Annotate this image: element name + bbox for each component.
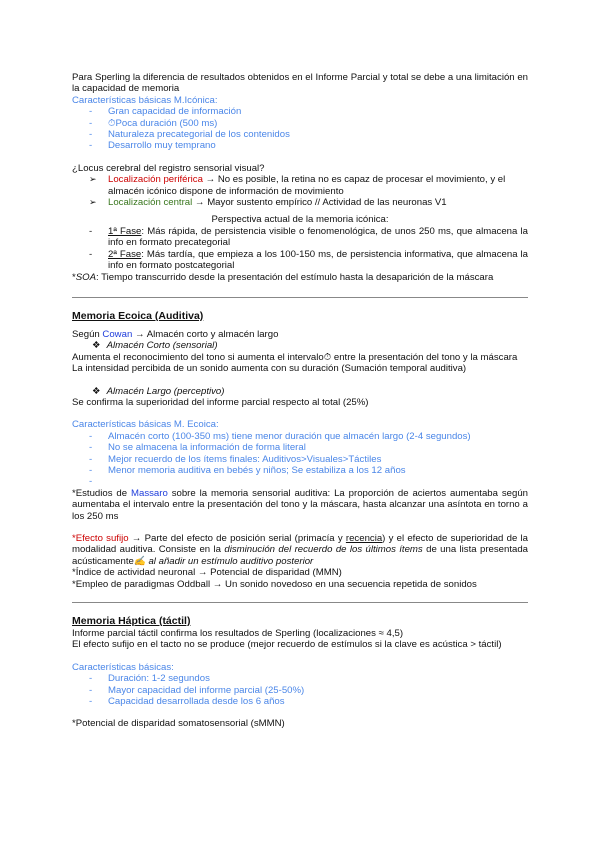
document-page [72, 72, 528, 730]
cowan-line: Según Cowan → Almacén corto y almacén largo [72, 328, 279, 340]
massaro-paragraph: *Estudios de Massaro sobre la memoria sensorial auditiva: La proporción de aciertos aumentaba según aumentaba el intervalo entre la presentación del tono y la máscara, hasta alcanzar una asíntota en torno a los 250 ms [72, 487, 528, 522]
short-store-paragraph: Aumenta el reconocimiento del tono si aumenta el intervalo⏱ entre la presentación del tono y la máscara [72, 351, 518, 363]
arrow-bullet-icon: ➢ [89, 197, 97, 208]
list-item: - Duración: 1-2 segundos [89, 673, 210, 685]
long-store-paragraph: Se confirma la superioridad del informe parcial respecto al total (25%) [72, 396, 369, 408]
list-item: - 2ª Fase: Más tardía, que empieza a los 100-150 ms, de persistencia informativa, que almacena la info en formato postcategorial [89, 248, 528, 272]
echoic-characteristics-title: Características básicas M. Ecoica: [72, 419, 219, 431]
list-item: - [89, 476, 93, 488]
echoic-characteristics-list [72, 431, 528, 488]
ecoica-heading: Memoria Ecoica (Auditiva) [72, 309, 204, 322]
locus-question: ¿Locus cerebral del registro sensorial visual? [72, 162, 265, 174]
mmn-note: *Índice de actividad neuronal → Potencial de disparidad (MMN) [72, 567, 342, 579]
list-item: - Desarrollo muy temprano [89, 140, 216, 152]
list-item: - Almacén corto (100-350 ms) tiene menor duración que almacén largo (2-4 segundos) [89, 430, 471, 442]
iconic-characteristics-list [72, 106, 528, 152]
locus-list [72, 174, 528, 208]
list-item: - 1ª Fase: Más rápida, de persistencia visible o fenomenológica, de unos 250 ms, que almacena la info en formato precategorial [89, 225, 528, 249]
list-item: - ⏱Poca duración (500 ms) [89, 117, 218, 129]
oddball-note: *Empleo de paradigmas Oddball → Un sonido novedoso en una secuencia repetida de sonidos [72, 578, 477, 590]
list-item: ➢ Localización central → Mayor sustento empírico // Actividad de las neuronas V1 [89, 197, 447, 209]
list-item: - Mayor capacidad del informe parcial (25-50%) [89, 684, 305, 696]
list-item: - Mejor recuerdo de los ítems finales: Auditivos>Visuales>Táctiles [89, 453, 382, 465]
haptic-characteristics-title: Características básicas: [72, 661, 174, 673]
soa-note: *SOA: Tiempo transcurrido desde la presentación del estímulo hasta la desaparición de la máscara [72, 271, 494, 283]
diamond-bullet-icon: ❖ [92, 340, 101, 352]
suffix-effect-paragraph: *Efecto sufijo → Parte del efecto de posición serial (primacía y recencia) y el efecto de superioridad de la modalidad auditiva. Consiste en la disminución del recuerdo de los últimos ítems de una lista presentada acústicamente✍ al añadir un estímulo auditivo posterior [72, 533, 528, 567]
list-item: - Menor memoria auditiva en bebés y niños; Se estabiliza a los 12 años [89, 464, 406, 476]
intro-paragraph: Para Sperling la diferencia de resultados obtenidos en el Informe Parcial y total se debe a una limitación en la capacidad de memoria [72, 72, 528, 95]
short-store-title: ❖ Almacén Corto (sensorial) [92, 340, 218, 352]
diamond-bullet-icon: ❖ [92, 385, 101, 397]
list-item: - No se almacena la información de forma literal [89, 442, 306, 454]
long-store-title: ❖ Almacén Largo (perceptivo) [92, 385, 225, 397]
list-item: ➢ Localización periférica → No es posible, la retina no es capaz de procesar el movimiento, y el almacén icónico dispone de información de movimiento [89, 174, 506, 197]
list-item: - Capacidad desarrollada desde los 6 años [89, 696, 285, 708]
perspective-title: Perspectiva actual de la memoria icónica: [211, 214, 389, 226]
haptic-paragraph: Informe parcial táctil confirma los resultados de Sperling (localizaciones ≈ 4,5) [72, 628, 404, 640]
short-store-paragraph-2: La intensidad percibida de un sonido aumenta con su duración (Sumación temporal auditiva) [72, 363, 467, 375]
haptic-paragraph-2: El efecto sufijo en el tacto no se produce (mejor recuerdo de estímulos si la clave es acústica > táctil) [72, 639, 502, 651]
arrow-bullet-icon: ➢ [89, 174, 97, 185]
list-item: - Gran capacidad de información [89, 106, 242, 118]
iconic-characteristics-title: Características básicas M.Icónica: [72, 94, 218, 106]
phases-list [72, 226, 528, 272]
list-item: - Naturaleza precategorial de los contenidos [89, 129, 290, 141]
haptic-characteristics-list [72, 673, 528, 707]
smmn-note: *Potencial de disparidad somatosensorial (sMMN) [72, 718, 285, 730]
haptica-heading: Memoria Háptica (táctil) [72, 615, 191, 628]
